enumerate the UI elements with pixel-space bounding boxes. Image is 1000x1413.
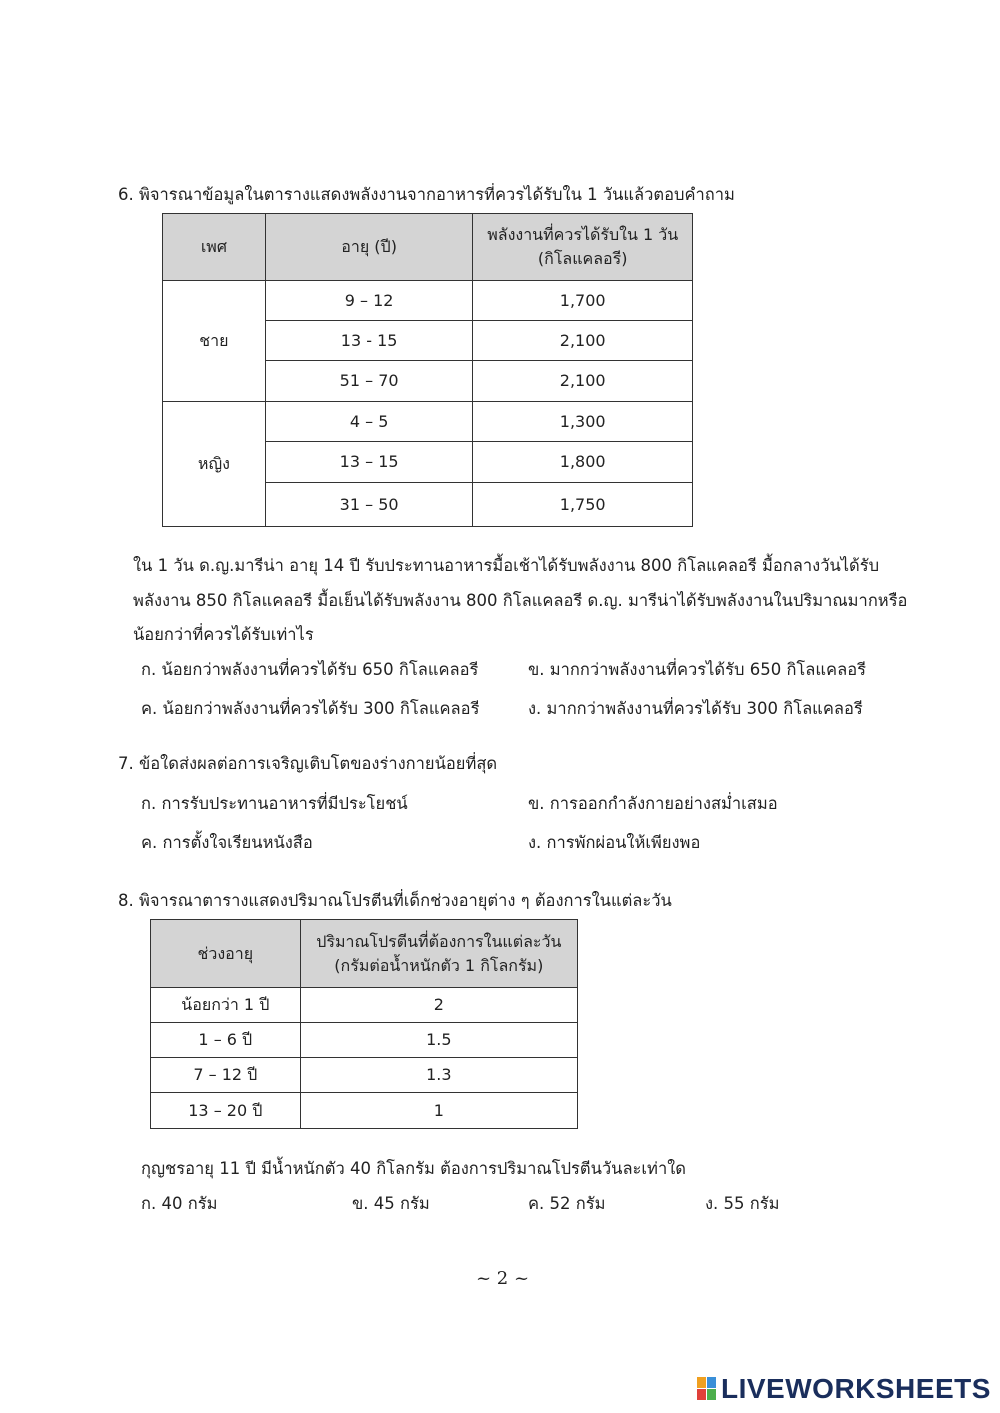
energy-header-energy-line1: พลังงานที่ควรได้รับใน 1 วัน [487, 225, 679, 244]
protein-header-amount-line1: ปริมาณโปรตีนที่ต้องการในแต่ละวัน [316, 931, 562, 951]
q8-choice-b[interactable]: ข. 45 กรัม [352, 1194, 430, 1213]
q7-choice-d[interactable]: ง. การพักผ่อนให้เพียงพอ [528, 833, 701, 852]
energy-header-energy-line2: (กิโลแคลอรี) [537, 249, 628, 268]
q7-title: 7. ข้อใดส่งผลต่อการเจริญเติบโตของร่างกายน้อยที่สุด [118, 754, 498, 773]
energy-sex-male: ชาย [163, 281, 266, 402]
protein-header-age: ช่วงอายุ [151, 920, 301, 988]
protein-age-cell: 7 – 12 ปี [151, 1058, 301, 1093]
energy-value-cell: 1,700 [473, 281, 693, 321]
q8-choice-a[interactable]: ก. 40 กรัม [141, 1194, 218, 1213]
q6-title: 6. พิจารณาข้อมูลในตารางแสดงพลังงานจากอาหารที่ควรได้รับใน 1 วันแล้วตอบคำถาม [118, 185, 735, 204]
q6-choice-c[interactable]: ค. น้อยกว่าพลังงานที่ควรได้รับ 300 กิโลแคลอรี [141, 699, 480, 718]
q6-choice-b[interactable]: ข. มากกว่าพลังงานที่ควรได้รับ 650 กิโลแคลอรี [528, 660, 866, 679]
protein-age-cell: 13 – 20 ปี [151, 1093, 301, 1129]
protein-value-cell: 2 [300, 988, 577, 1023]
protein-table [150, 919, 578, 1129]
liveworksheets-logo-icon [697, 1377, 717, 1401]
energy-age-cell: 13 - 15 [265, 321, 473, 361]
q7-choice-c[interactable]: ค. การตั้งใจเรียนหนังสือ [141, 833, 313, 852]
q8-choice-c[interactable]: ค. 52 กรัม [528, 1194, 606, 1213]
liveworksheets-logo[interactable] [697, 1373, 991, 1405]
energy-age-cell: 9 – 12 [265, 281, 473, 321]
energy-value-cell: 2,100 [473, 321, 693, 361]
energy-value-cell: 1,300 [473, 402, 693, 442]
q8-stem: กุญชรอายุ 11 ปี มีน้ำหนักตัว 40 กิโลกรัม ต้องการปริมาณโปรตีนวันละเท่าใด [141, 1159, 686, 1178]
energy-value-cell: 1,800 [473, 442, 693, 483]
energy-header-energy [473, 214, 693, 281]
protein-header-amount-line2: (กรัมต่อน้ำหนักตัว 1 กิโลกรัม) [334, 955, 544, 975]
energy-table [162, 213, 693, 527]
energy-header-age: อายุ (ปี) [265, 214, 473, 281]
protein-header-amount [300, 920, 577, 988]
protein-age-cell: น้อยกว่า 1 ปี [151, 988, 301, 1023]
q7-choice-b[interactable]: ข. การออกกำลังกายอย่างสม่ำเสมอ [528, 794, 778, 813]
energy-age-cell: 51 – 70 [265, 361, 473, 402]
q7-choice-a[interactable]: ก. การรับประทานอาหารที่มีประโยชน์ [141, 794, 408, 813]
energy-header-sex: เพศ [163, 214, 266, 281]
energy-value-cell: 1,750 [473, 483, 693, 527]
q6-choice-a[interactable]: ก. น้อยกว่าพลังงานที่ควรได้รับ 650 กิโลแคลอรี [141, 660, 479, 679]
energy-age-cell: 4 – 5 [265, 402, 473, 442]
energy-age-cell: 13 – 15 [265, 442, 473, 483]
q6-choice-d[interactable]: ง. มากกว่าพลังงานที่ควรได้รับ 300 กิโลแคลอรี [528, 699, 863, 718]
protein-value-cell: 1.3 [300, 1058, 577, 1093]
q8-choice-d[interactable]: ง. 55 กรัม [705, 1194, 780, 1213]
q8-title: 8. พิจารณาตารางแสดงปริมาณโปรตีนที่เด็กช่วงอายุต่าง ๆ ต้องการในแต่ละวัน [118, 891, 672, 910]
protein-value-cell: 1 [300, 1093, 577, 1129]
liveworksheets-logo-text: LIVEWORKSHEETS [721, 1373, 991, 1404]
page-number: ~ 2 ~ [476, 1268, 530, 1289]
protein-age-cell: 1 – 6 ปี [151, 1023, 301, 1058]
energy-age-cell: 31 – 50 [265, 483, 473, 527]
protein-value-cell: 1.5 [300, 1023, 577, 1058]
q6-stem-line1: ใน 1 วัน ด.ญ.มารีน่า อายุ 14 ปี รับประทานอาหารมื้อเช้าได้รับพลังงาน 800 กิโลแคลอรี มื้อกลางวันได้รับ [133, 556, 880, 575]
energy-value-cell: 2,100 [473, 361, 693, 402]
q6-stem-line3: น้อยกว่าที่ควรได้รับเท่าไร [133, 625, 314, 644]
q6-stem-line2: พลังงาน 850 กิโลแคลอรี มื้อเย็นได้รับพลังงาน 800 กิโลแคลอรี ด.ญ. มารีน่าได้รับพลังงานในปริมาณมากหรือ [133, 591, 908, 610]
energy-sex-female: หญิง [163, 402, 266, 527]
